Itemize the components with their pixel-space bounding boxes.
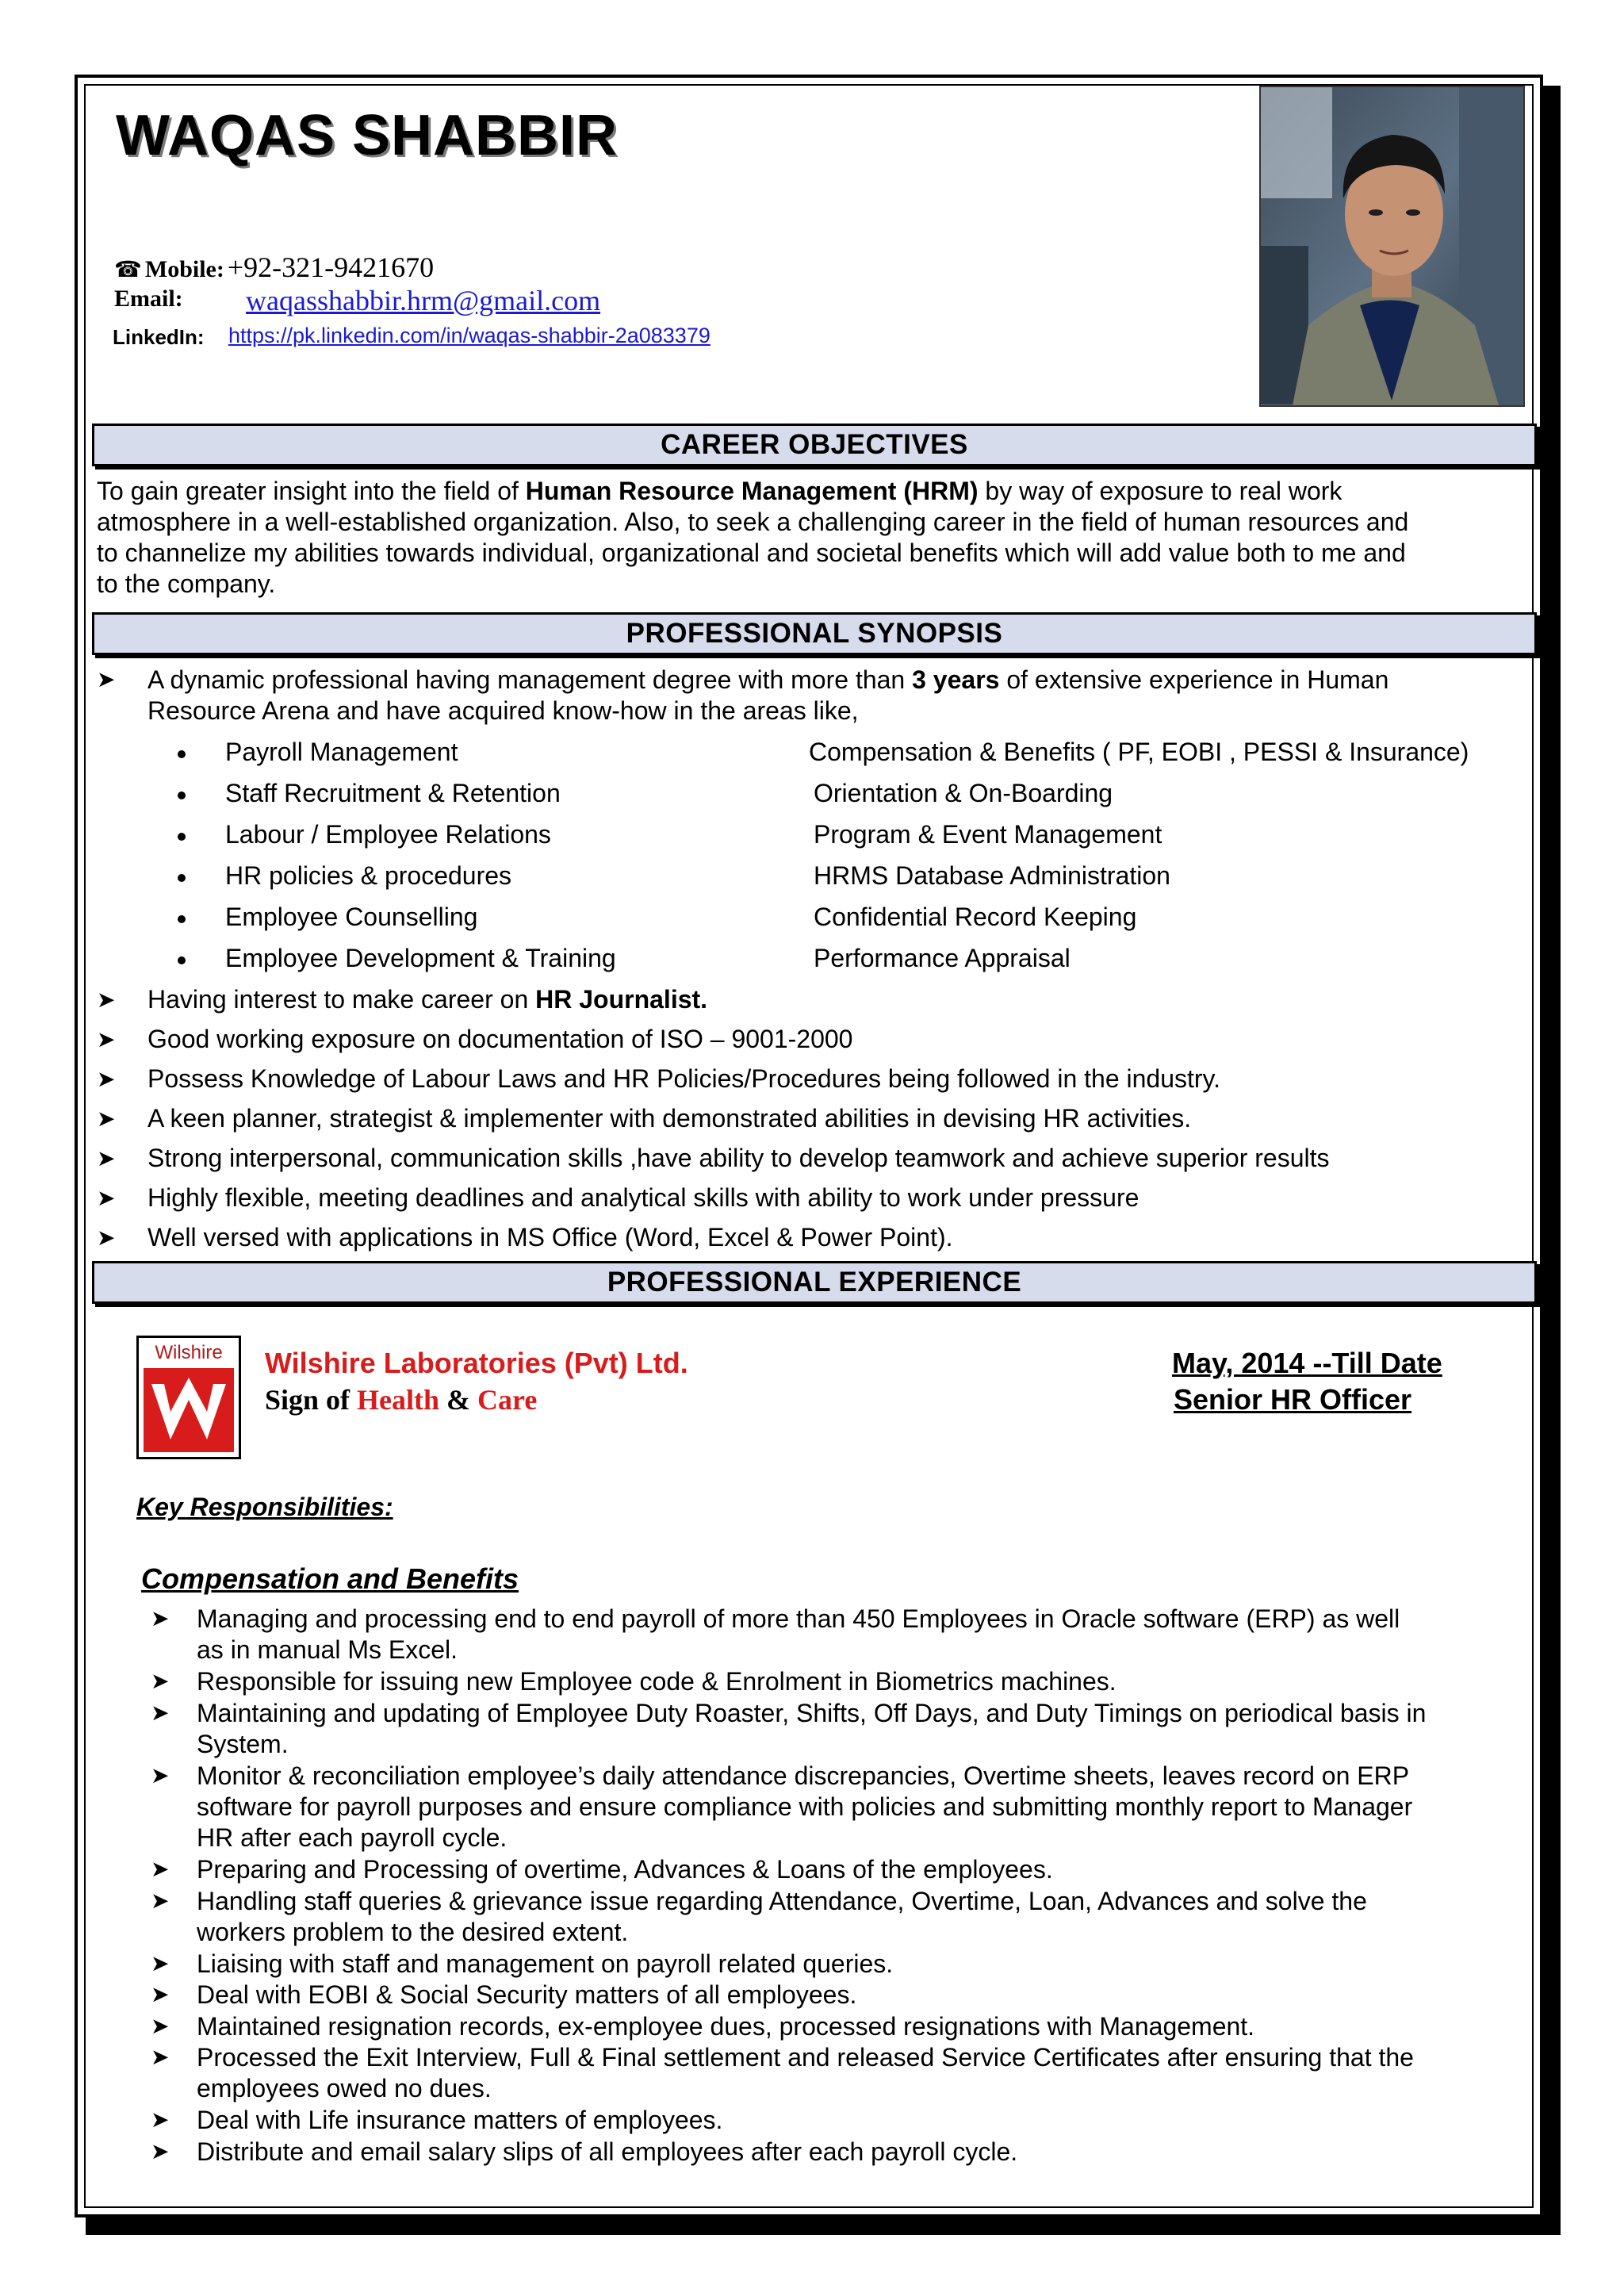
area-item-right: Confidential Record Keeping: [814, 903, 1137, 931]
responsibility-line: Deal with EOBI & Social Security matters of all employees.: [197, 1980, 857, 2009]
mobile-value: +92-321-9421670: [227, 251, 435, 283]
area-item-left: Labour / Employee Relations: [225, 820, 551, 849]
linkedin-value-wrap: [228, 324, 710, 348]
round-bullet-icon: [178, 956, 186, 964]
responsibility-line: Maintained resignation records, ex-employee dues, processed resignations with Management.: [197, 2011, 1255, 2041]
email-row: [114, 286, 183, 312]
arrow-bullet-icon: ➤: [97, 667, 116, 692]
responsibility-item: [197, 1949, 1529, 1980]
area-item-left: Employee Development & Training: [225, 944, 616, 972]
responsibility-line: Handling staff queries & grievance issue regarding Attendance, Overtime, Loan, Advances and solve the: [197, 1886, 1367, 1915]
arrow-bullet-icon: ➤: [97, 1186, 116, 1210]
responsibility-line: HR after each payroll cycle.: [197, 1823, 508, 1852]
mobile-row: [114, 251, 434, 284]
company-logo-text: Wilshire: [155, 1342, 223, 1363]
career-line-4: to the company.: [97, 569, 276, 598]
job-title: Senior HR Officer: [1174, 1383, 1412, 1416]
arrow-bullet-icon: ➤: [97, 1106, 116, 1131]
arrow-bullet-icon: ➤: [97, 987, 116, 1012]
company-logo: [136, 1336, 241, 1459]
responsibility-item: [197, 2011, 1529, 2042]
arrow-bullet-icon: ➤: [151, 2107, 170, 2132]
career-line-3: to channelize my abilities towards individual, organizational and societal benefits which will add value both to me and: [97, 539, 1406, 567]
responsibility-line: Distribute and email salary slips of all employees after each payroll cycle.: [197, 2137, 1018, 2166]
responsibility-item: [197, 1854, 1529, 1885]
area-item-left: Employee Counselling: [225, 903, 478, 931]
responsibility-item: [197, 1604, 1529, 1665]
area-item-left: HR policies & procedures: [225, 861, 512, 890]
responsibility-line: software for payroll purposes and ensure compliance with policies and submitting monthly report to Manager: [197, 1792, 1413, 1821]
responsibility-line: Preparing and Processing of overtime, Advances & Loans of the employees.: [197, 1855, 1053, 1884]
responsibility-line: as in manual Ms Excel.: [197, 1635, 458, 1664]
responsibility-line: Managing and processing end to end payroll of more than 450 Employees in Oracle software (ERP) as well: [197, 1604, 1400, 1633]
synopsis-intro-line-2: Resource Arena and have acquired know-how in the areas like,: [147, 696, 859, 725]
responsibility-line: Processed the Exit Interview, Full & Final settlement and released Service Certificates after ensuring that the: [197, 2043, 1414, 2072]
mobile-label: Mobile:: [144, 256, 224, 282]
career-line-1: To gain greater insight into the field of Human Resource Management (HRM) by way of exposure to real work: [97, 477, 1342, 505]
synopsis-point: Well versed with applications in MS Office (Word, Excel & Power Point).: [147, 1223, 953, 1251]
linkedin-label: LinkedIn:: [113, 325, 205, 349]
career-line-2: atmosphere in a well-established organization. Also, to seek a challenging career in the field of human resources and: [97, 508, 1409, 536]
synopsis-intro-line-1: A dynamic professional having management degree with more than 3 years of extensive experience in Human: [147, 665, 1389, 694]
responsibility-item: [197, 1666, 1529, 1697]
responsibility-item: [197, 2137, 1529, 2168]
responsibility-line: workers problem to the desired extent.: [197, 1917, 629, 1946]
responsibility-line: System.: [197, 1729, 289, 1758]
email-label: Email:: [114, 286, 183, 312]
responsibility-item: [197, 1980, 1529, 2010]
synopsis-point: Strong interpersonal, communication skills ,have ability to develop teamwork and achieve superior results: [147, 1144, 1330, 1172]
arrow-bullet-icon: ➤: [151, 2138, 170, 2164]
synopsis-point: Good working exposure on documentation of ISO – 9001-2000: [147, 1025, 853, 1053]
arrow-bullet-icon: ➤: [151, 2045, 170, 2069]
section-professional-synopsis: PROFESSIONAL SYNOPSIS: [92, 612, 1537, 655]
synopsis-journalist: Having interest to make career on HR Journalist.: [147, 985, 708, 1014]
key-responsibilities-heading: Key Responsibilities:: [136, 1493, 393, 1521]
company-logo-mark: [144, 1368, 234, 1452]
arrow-bullet-icon: ➤: [97, 1225, 116, 1250]
linkedin-row: [113, 325, 205, 350]
area-item-right: HRMS Database Administration: [814, 861, 1170, 890]
company-tagline: Sign of Health & Care: [265, 1384, 538, 1416]
profile-photo: [1259, 86, 1525, 407]
responsibility-item: [197, 1698, 1529, 1760]
company-name: Wilshire Laboratories (Pvt) Ltd.: [265, 1347, 688, 1379]
responsibility-line: Liaising with staff and management on payroll related queries.: [197, 1949, 894, 1978]
compensation-benefits-heading: Compensation and Benefits: [141, 1562, 519, 1595]
arrow-bullet-icon: ➤: [151, 1950, 170, 1976]
arrow-bullet-icon: ➤: [97, 1146, 116, 1171]
responsibility-line: Maintaining and updating of Employee Duty Roaster, Shifts, Off Days, and Duty Timings on periodical basis in: [197, 1698, 1427, 1727]
round-bullet-icon: [178, 833, 186, 841]
round-bullet-icon: [178, 874, 186, 882]
responsibility-item: [197, 1761, 1529, 1853]
area-item-right: Program & Event Management: [814, 820, 1162, 849]
employment-dates: May, 2014 --Till Date: [1172, 1347, 1442, 1379]
arrow-bullet-icon: ➤: [97, 1027, 116, 1052]
arrow-bullet-icon: ➤: [151, 1857, 170, 1881]
synopsis-point: Possess Knowledge of Labour Laws and HR Policies/Procedures being followed in the industry.: [147, 1064, 1221, 1093]
round-bullet-icon: [178, 915, 186, 923]
arrow-bullet-icon: ➤: [151, 1888, 170, 1913]
arrow-bullet-icon: ➤: [151, 1669, 170, 1693]
linkedin-link[interactable]: https://pk.linkedin.com/in/waqas-shabbir-2a083379: [228, 324, 710, 347]
responsibility-item: [197, 1886, 1529, 1948]
arrow-bullet-icon: ➤: [151, 1982, 170, 2007]
career-objectives-text: [97, 476, 1524, 600]
responsibility-line: Deal with Life insurance matters of employees.: [197, 2106, 723, 2134]
section-career-objectives: CAREER OBJECTIVES: [92, 424, 1537, 466]
responsibility-line: Monitor & reconciliation employee’s daily attendance discrepancies, Overtime sheets, leaves record on ERP: [197, 1761, 1410, 1790]
area-item-left: Staff Recruitment & Retention: [225, 779, 561, 807]
arrow-bullet-icon: ➤: [151, 2013, 170, 2038]
arrow-bullet-icon: ➤: [97, 1067, 116, 1091]
area-item-left: Payroll Management: [225, 738, 458, 766]
section-professional-experience: PROFESSIONAL EXPERIENCE: [92, 1261, 1537, 1304]
phone-icon: ☎: [114, 258, 142, 282]
arrow-bullet-icon: ➤: [151, 1762, 170, 1788]
synopsis-intro: [147, 665, 1527, 726]
round-bullet-icon: [178, 792, 186, 799]
responsibility-line: employees owed no dues.: [197, 2074, 492, 2102]
candidate-name: WAQAS SHABBIR: [116, 104, 619, 167]
responsibility-item: [197, 2105, 1529, 2136]
email-value-wrap: [246, 284, 600, 317]
round-bullet-icon: [178, 750, 186, 758]
responsibility-line: Responsible for issuing new Employee code & Enrolment in Biometrics machines.: [197, 1667, 1116, 1696]
responsibility-item: [197, 2042, 1529, 2104]
area-item-right: Performance Appraisal: [814, 944, 1071, 972]
synopsis-point: Highly flexible, meeting deadlines and analytical skills with ability to work under pressure: [147, 1183, 1139, 1212]
arrow-bullet-icon: ➤: [151, 1606, 170, 1631]
synopsis-point: A keen planner, strategist & implementer with demonstrated abilities in devising HR activities.: [147, 1104, 1192, 1133]
email-link[interactable]: waqasshabbir.hrm@gmail.com: [246, 285, 601, 316]
area-item-right: Compensation & Benefits ( PF, EOBI , PESSI & Insurance): [809, 738, 1469, 766]
arrow-bullet-icon: ➤: [151, 1700, 170, 1725]
area-item-right: Orientation & On-Boarding: [814, 779, 1113, 807]
